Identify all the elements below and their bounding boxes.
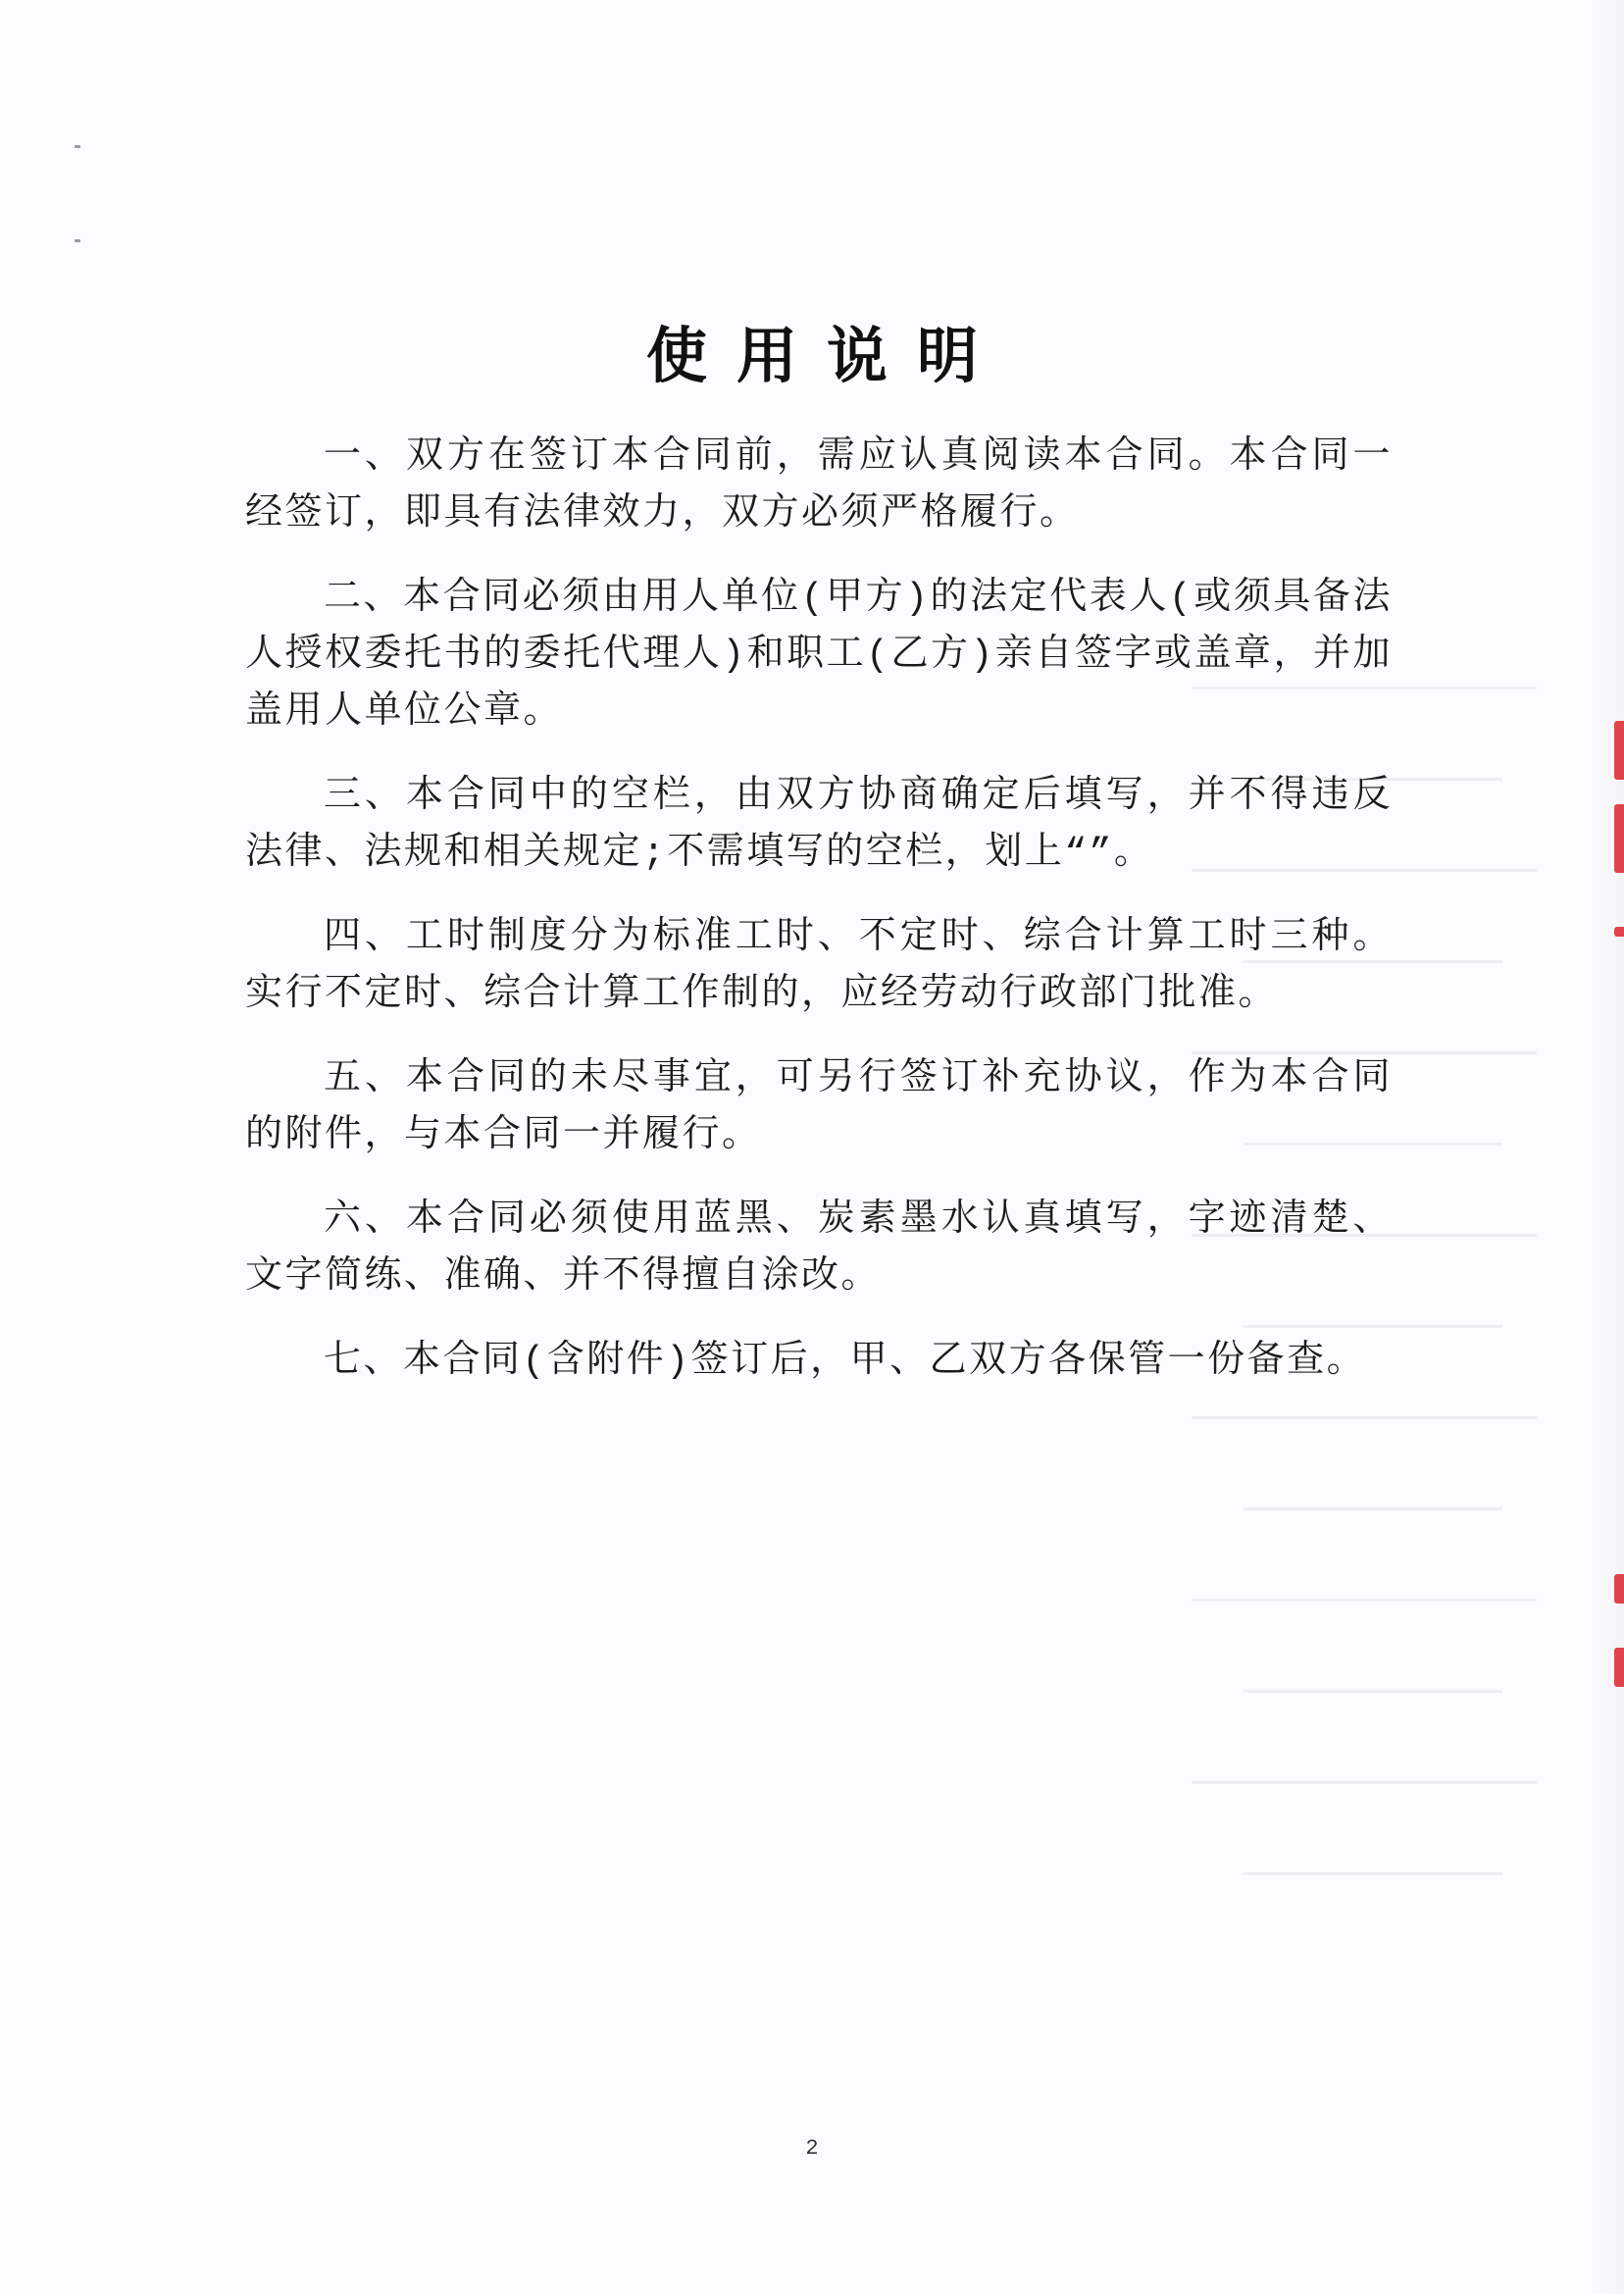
page-title: 使用说明 <box>645 326 1007 395</box>
instructions-body <box>245 430 1393 1418</box>
instruction-paragraph-2: 二、本合同必须由用人单位(甲方)的法定代表人(或须具备法人授权委托书的委托代理人)和职工(乙方)亲自签字或盖章，并加盖用人单位公章。 <box>245 578 1393 734</box>
seal-edge-mark <box>1614 927 1624 937</box>
page-number: 2 <box>805 2136 819 2161</box>
instruction-paragraph-5: 五、本合同的未尽事宜，可另行签订补充协议，作为本合同的附件，与本合同一并履行。 <box>245 1058 1393 1157</box>
scan-speck <box>75 239 80 242</box>
scan-speck <box>75 145 80 148</box>
seal-edge-mark <box>1614 1648 1624 1687</box>
seal-edge-mark <box>1614 1574 1624 1604</box>
instruction-paragraph-3: 三、本合同中的空栏，由双方协商确定后填写，并不得违反法律、法规和相关规定;不需填写的空栏，划上“”。 <box>245 776 1393 875</box>
seal-edge-mark <box>1614 804 1624 873</box>
instruction-paragraph-1: 一、双方在签订本合同前，需应认真阅读本合同。本合同一经签订，即具有法律效力，双方必须严格履行。 <box>245 436 1393 535</box>
instruction-paragraph-7: 七、本合同(含附件)签订后，甲、乙双方各保管一份备查。 <box>324 1341 1367 1383</box>
seal-edge-mark <box>1614 721 1624 780</box>
instruction-paragraph-4: 四、工时制度分为标准工时、不定时、综合计算工时三种。实行不定时、综合计算工作制的，应经劳动行政部门批准。 <box>245 917 1393 1016</box>
instruction-paragraph-6: 六、本合同必须使用蓝黑、炭素墨水认真填写，字迹清楚、文字简练、准确、并不得擅自涂改。 <box>245 1199 1393 1299</box>
